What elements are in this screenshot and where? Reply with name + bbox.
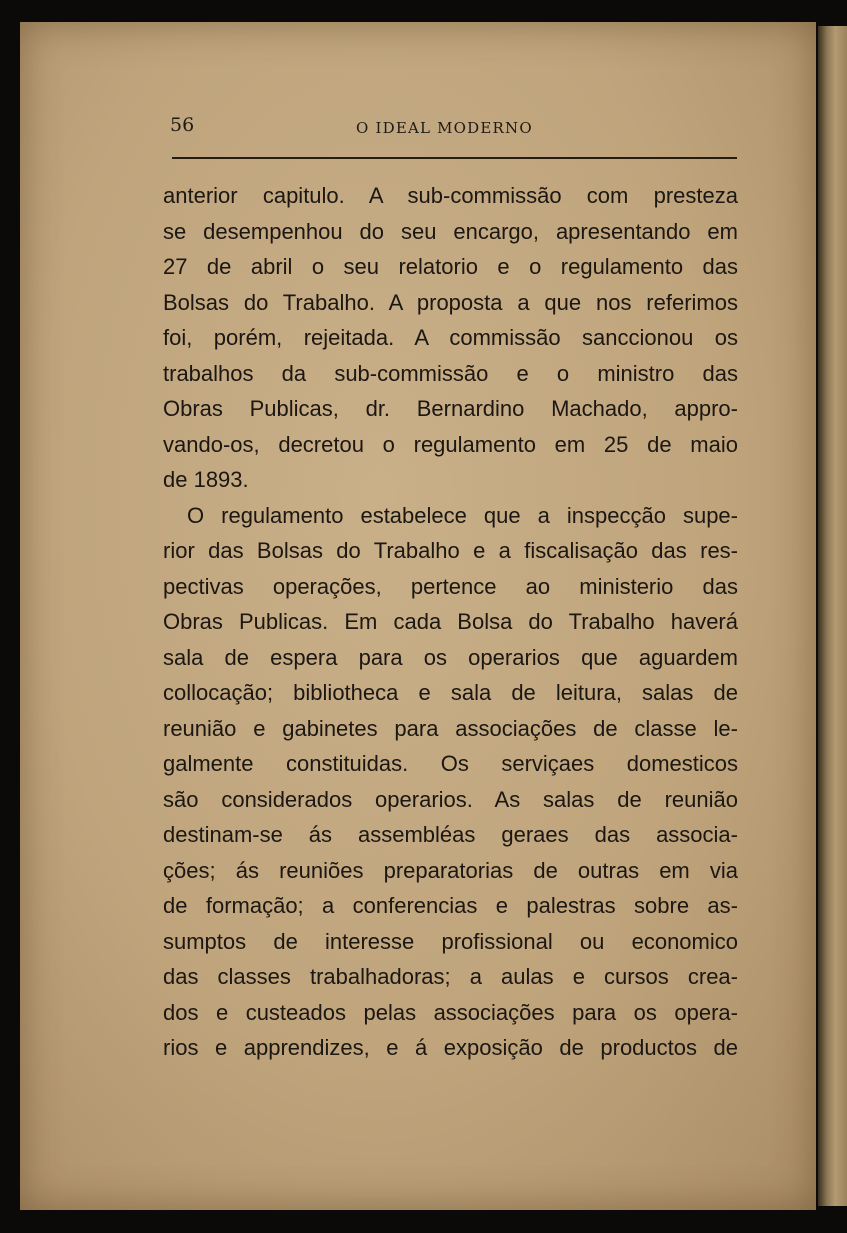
running-title: O IDEAL MODERNO	[356, 119, 533, 137]
text-line: são considerados operarios. As salas de reunião	[163, 786, 738, 812]
text-line: destinam-se ás assembléas geraes das associa-	[163, 822, 738, 847]
text-line: pectivas operações, pertence ao ministerio das	[163, 573, 738, 599]
text-line: Obras Publicas, dr. Bernardino Machado, appro-	[163, 396, 738, 421]
text-line: reunião e gabinetes para associações de classe le-	[163, 715, 738, 741]
page-number: 56	[170, 114, 195, 136]
text-line: sala de espera para os operarios que aguardem	[163, 644, 738, 670]
text-line: anterior capitulo. A sub-commissão com presteza	[163, 183, 738, 208]
text-line: foi, porém, rejeitada. A commissão sanccionou os	[163, 325, 738, 350]
text-line: ções; ás reuniões preparatorias de outras em via	[163, 857, 738, 883]
text-line: se desempenhou do seu encargo, apresentando em	[163, 218, 738, 244]
text-line: trabalhos da sub-commissão e o ministro das	[163, 360, 738, 386]
header-rule	[172, 157, 737, 159]
text-line: vando-os, decretou o regulamento em 25 de maio	[163, 431, 738, 457]
text-line: O regulamento estabelece que a inspecção supe-	[187, 502, 738, 528]
body-text	[163, 178, 738, 1066]
adjacent-page-edge	[818, 26, 847, 1206]
text-line: de 1893.	[163, 467, 249, 492]
text-line: Obras Publicas. Em cada Bolsa do Trabalho haverá	[163, 609, 738, 634]
text-line: rios e apprendizes, e á exposição de productos de	[163, 1035, 738, 1060]
text-line: rior das Bolsas do Trabalho e a fiscalisação das res-	[163, 538, 738, 563]
text-line: collocação; bibliotheca e sala de leitura, salas de	[163, 680, 738, 705]
text-line: 27 de abril o seu relatorio e o regulamento das	[163, 254, 738, 279]
text-line: dos e custeados pelas associações para os opera-	[163, 999, 738, 1025]
text-line: galmente constituidas. Os serviçaes domesticos	[163, 751, 738, 776]
text-line: de formação; a conferencias e palestras sobre as-	[163, 893, 738, 918]
text-line: sumptos de interesse profissional ou economico	[163, 928, 738, 954]
text-line: Bolsas do Trabalho. A proposta a que nos referimos	[163, 289, 738, 315]
running-head	[148, 108, 748, 138]
text-line: das classes trabalhadoras; a aulas e cursos crea-	[163, 964, 738, 989]
